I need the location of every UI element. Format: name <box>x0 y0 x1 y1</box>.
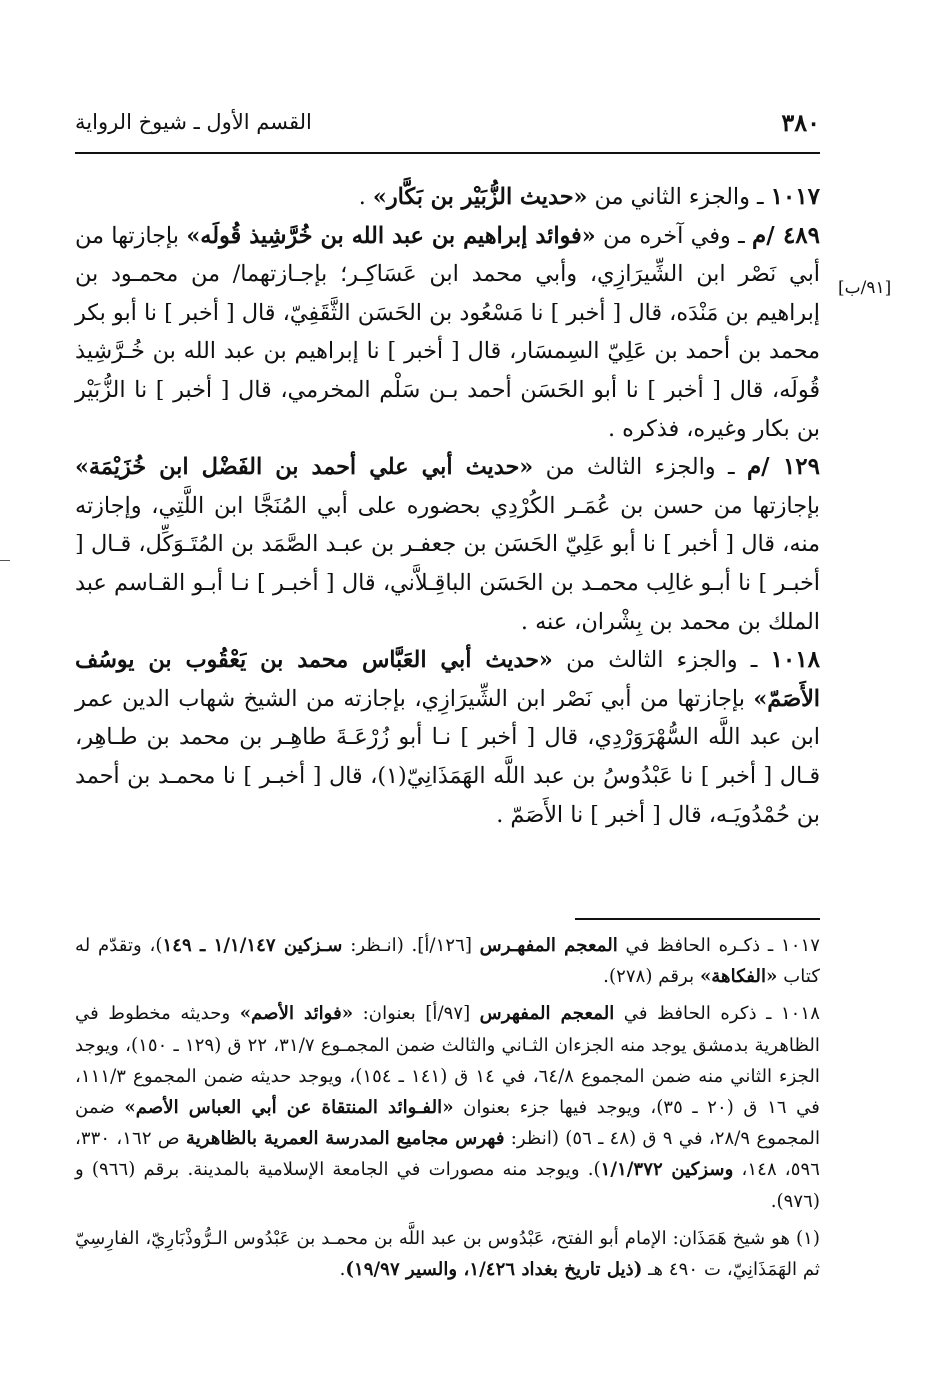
footnote-text: ص ١٦٢، ٣٣٠، ٥٩٦، ١٤٨، <box>75 1128 820 1181</box>
entry-1018 <box>75 641 820 834</box>
footnote-bold: وسزكين ١/١/٣٧٢ <box>600 1159 734 1181</box>
entry-number: ٤٨٩ /م <box>751 221 820 249</box>
entry-489m <box>75 217 820 449</box>
footnote-text: )، وتقدّم له كتاب <box>75 935 820 988</box>
footnote-text: ذكـره الحافظ في <box>617 935 761 956</box>
entry-text: بإجازتها من حسن بن عُمَـر الكُرْدِي بحضوره على أبي المُنَجَّا ابن اللَّتِي، وإجازته منه، قال [ أخبر ] نا أبو عَلِيّ الحَسَن بن جعفـر بن عبـد الصَّمَد بن المُتَـوَكِّل، قـال [ أخبـر ] نا أبـو غالِب محمـد بن الحَسَن الباقِـلاَّني، قال [ أخبـر ] نـا أبـو القـاسم عبد الملك بن محمد بن بِشْران، عنه . <box>75 492 820 635</box>
entry-number: ١٠١٨ <box>770 646 820 674</box>
footnote-1 <box>75 1223 820 1285</box>
entry-129m <box>75 448 820 641</box>
footnote-1018 <box>75 998 820 1216</box>
footnote-text: [٩٧/أ] بعنوان: <box>353 1003 480 1025</box>
footnote-1017 <box>75 930 820 992</box>
entry-title: «حديث أبي العَبَّاس محمد بن يَعْقُوب بن يوسُف الأَصَمّ» <box>75 647 820 712</box>
footnote-text: . <box>339 1259 346 1281</box>
main-text <box>75 178 820 834</box>
footnote-bold: المعجم المفهرس <box>479 1003 615 1025</box>
entry-lead: ـ والجزء الثاني من <box>587 184 771 210</box>
entry-title: «حديث أبي علي أحمد بن الفَضْل ابن خُزَيْمَة» <box>75 454 534 481</box>
footnote-text: ذكره الحافظ في <box>614 1003 757 1025</box>
footnote-bold: سـزكين ١/١/١٤٧ ـ ١٤٩ <box>162 935 343 956</box>
footnote-rule <box>575 918 820 920</box>
entry-title: «حديث الزُّبَيْر بن بَكَّار» <box>372 184 588 210</box>
footnote-bold: «فوائد الأصم» <box>239 1003 354 1025</box>
margin-mark <box>0 560 10 561</box>
manuscript-folio-note: [٩١/ب] <box>838 278 892 298</box>
entry-title: «فوائد إبراهيم بن عبد الله بن خُرَّشِيذ قُولَه» <box>186 222 596 249</box>
footnote-text: ضمن المجموع ٢٨/٩، في ٩ ق (٤٨ ـ ٥٦) (انظر: <box>75 1097 820 1150</box>
entry-text: . <box>358 184 373 210</box>
footnote-label: (١) <box>790 1227 820 1249</box>
entry-lead: ـ وفي آخره من <box>595 222 752 249</box>
page-header <box>75 108 820 148</box>
footnote-text: هو شيخ هَمَذَان: الإمام أبو الفتح، عَبْدُوس بن عبد اللَّه بن محمـد بن عَبْدُوس الـرُّوذْبَارِيّ، الفارِسِيّ ثم الهَمَذَانِيّ، ت ٤٩٠ هـ <box>75 1227 820 1281</box>
running-title: القسم الأول ـ شيوخ الرواية <box>75 110 312 134</box>
header-rule <box>75 152 820 154</box>
entry-1017 <box>75 178 820 217</box>
footnote-bold: فهرس مجاميع المدرسة العمرية بالظاهرية <box>186 1128 505 1150</box>
entry-lead: ـ والجزء الثالث من <box>533 454 747 481</box>
entry-number: ١٢٩ /م <box>746 453 820 481</box>
footnote-text: ). ويوجد منه مصورات في الجامعة الإسلامية بالمدينة. برقم (٩٦٦) و (٩٧٦). <box>75 1159 820 1212</box>
footnote-bold: «الفكاهة» <box>699 966 778 988</box>
footnotes <box>75 930 820 1291</box>
footnote-bold: المعجم المفهـرس <box>479 935 618 956</box>
footnote-bold: «الفـوائد المنتقاة عن أبي العباس الأصم» <box>124 1097 454 1119</box>
footnote-label: ١٠١٨ ـ <box>756 1003 820 1025</box>
entry-number: ١٠١٧ <box>770 183 820 210</box>
page-number: ٣٨٠ <box>781 108 820 137</box>
entry-text: بإجازتها من أبي نَصْر ابن الشِّيرَازِي، وأبي محمد ابن عَسَاكِـر؛ بإجـازتهما/ من محمـود بن إبراهيم بن مَنْدَه، قال [ أخبر ] نا مَسْعُود بن الحَسَن الثَّقَفِيّ، قال [ أخبر ] نا أبو بكر محمد بن أحمد بن عَلِيّ السِمسَار، قال [ أخبر ] نا إبراهيم بن عبد الله بن خُـرَّشِيذ قُولَه، قال [ أخبر ] نا أبو الحَسَن أحمد بـن سَلْم المخرمي، قال [ أخبر ] نا الزُّبَيْر بن بكار وغيره، فذكره . <box>75 222 820 442</box>
footnote-text: [١٢٦/أ]. (انـظر: <box>342 935 480 956</box>
entry-text: بإجازتها من أبي نَصْر ابن الشِّيرَازِي، بإجازته من الشيخ شهاب الدين عمر ابن عبد اللَّه السُّهْرَوَرْدِي، قال [ أخبر ] نـا أبو زُرْعَـةَ طاهِـر بن محمد بن طـاهِر، قـال [ أخبر ] نا عَبْدُوسُ بن عبد اللَّه الهَمَذَانِيّ(١)، قال [ أخبـر ] نا محمـد بن أحمد بن حُمْدُويَـه، قال [ أخبر ] نا الأَصَمّ . <box>75 685 820 828</box>
footnote-bold: (ذيل تاريخ بغداد ١/٤٢٦، والسير ١٩/٩٧) <box>345 1259 643 1281</box>
footnote-label: ١٠١٧ ـ <box>760 935 820 956</box>
footnote-text: وحديثه مخطوط في الظاهرية بدمشق يوجد منه الجزءان الثـاني والثالث ضمن المجمـوع ٣١/٧، ٢٢ ق (١٢٩ ـ ١٥٠)، ويوجد الجزء الثاني منه ضمن المجموع ٦٤/٨، في ١٤ ق (١٤١ ـ ١٥٤)، ويوجد حديثه ضمن المجموع ١١١/٣، في ١٦ ق (٢٠ ـ ٣٥)، ويوجد فيها جزء بعنوان <box>75 1003 820 1119</box>
entry-lead: ـ والجزء الثالث من <box>552 647 771 674</box>
footnote-text: برقم (٢٧٨). <box>603 966 700 988</box>
